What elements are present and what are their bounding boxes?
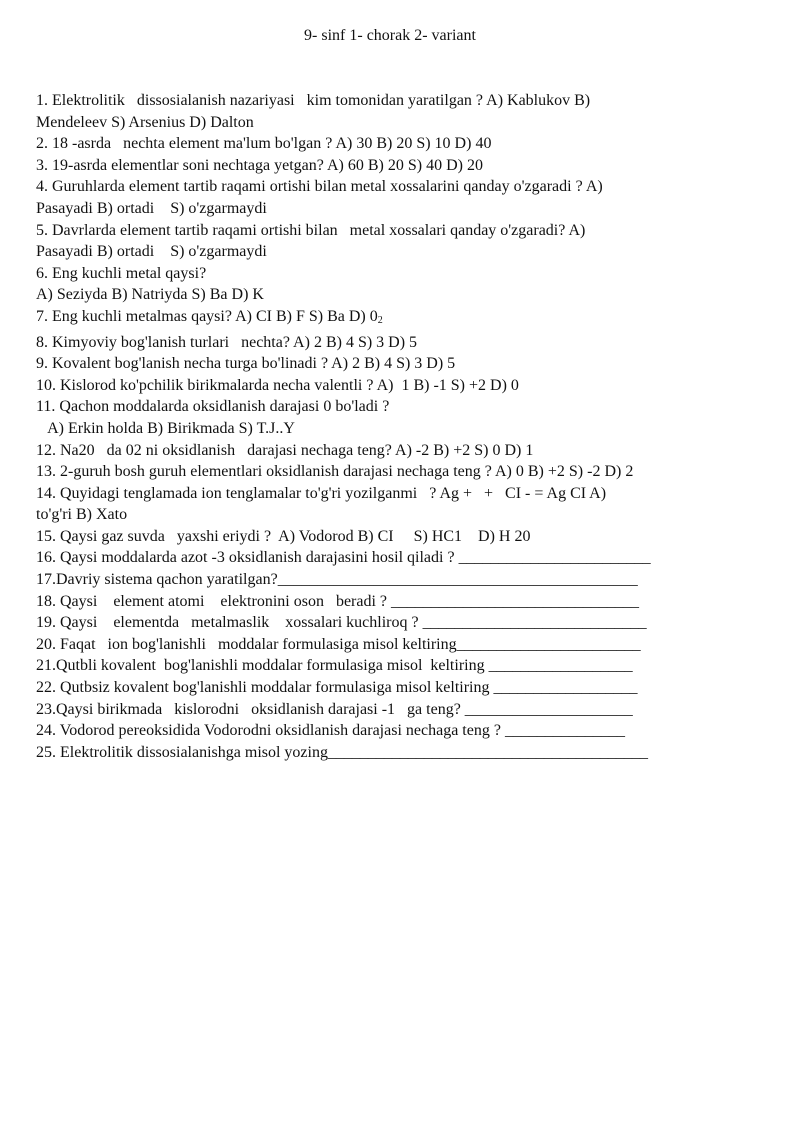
- question-6-line-1: 6. Eng kuchli metal qaysi?: [36, 264, 207, 282]
- question-14-line-1: 14. Quyidagi tenglamada ion tenglamalar to'g'ri yozilganmi ? Ag + + CI - = Ag CI A): [36, 484, 607, 502]
- question-8: 8. Kimyoviy bog'lanish turlari nechta? A) 2 B) 4 S) 3 D) 5: [36, 333, 418, 351]
- question-16: 16. Qaysi moddalarda azot -3 oksidlanish darajasini hosil qiladi ? ________________________: [36, 549, 651, 567]
- question-19: 19. Qaysi elementda metalmaslik xossalari kuchliroq ? ____________________________: [36, 614, 647, 632]
- question-7-text: 7. Eng kuchli metalmas qaysi? A) CI B) F S) Ba D) 0: [36, 307, 378, 325]
- question-5-line-1: 5. Davrlarda element tartib raqami ortishi bilan metal xossalari qanday o'zgaradi? A): [36, 221, 586, 239]
- question-23: 23.Qaysi birikmada kislorodni oksidlanish darajasi -1 ga teng? _____________________: [36, 700, 633, 718]
- question-15: 15. Qaysi gaz suvda yaxshi eriydi ? A) Vodorod B) CI S) HC1 D) H 20: [36, 527, 531, 545]
- question-4-line-1: 4. Guruhlarda element tartib raqami ortishi bilan metal xossalarini qanday o'zgaradi ? A): [36, 178, 603, 196]
- question-3: 3. 19-asrda elementlar soni nechtaga yetgan? A) 60 B) 20 S) 40 D) 20: [36, 156, 483, 174]
- question-9: 9. Kovalent bog'lanish necha turga bo'linadi ? A) 2 B) 4 S) 3 D) 5: [36, 355, 456, 373]
- question-11-line-1: 11. Qachon moddalarda oksidlanish darajasi 0 bo'ladi ?: [36, 398, 390, 416]
- question-1-line-1: 1. Elektrolitik dissosialanish nazariyasi kim tomonidan yaratilgan ? A) Kablukov B): [36, 92, 591, 109]
- page-title: 9- sinf 1- chorak 2- variant: [304, 27, 476, 44]
- question-2: 2. 18 -asrda nechta element ma'lum bo'lgan ? A) 30 B) 20 S) 10 D) 40: [36, 135, 492, 153]
- question-5-line-2: Pasayadi B) ortadi S) o'zgarmaydi: [36, 243, 267, 261]
- question-24: 24. Vodorod pereoksidida Vodorodni oksidlanish darajasi nechaga teng ? _______________: [36, 722, 625, 740]
- question-list: [36, 90, 756, 763]
- question-6-line-2: A) Seziyda B) Natriyda S) Ba D) K: [36, 286, 264, 304]
- question-18: 18. Qaysi element atomi elektronini oson beradi ? _______________________________: [36, 592, 640, 610]
- question-12: 12. Na20 da 02 ni oksidlanish darajasi nechaga teng? A) -2 B) +2 S) 0 D) 1: [36, 441, 534, 459]
- question-22: 22. Qutbsiz kovalent bog'lanishli moddalar formulasiga misol keltiring __________________: [36, 679, 638, 697]
- question-20: 20. Faqat ion bog'lanishli moddalar formulasiga misol keltiring_______________________: [36, 635, 641, 653]
- question-10: 10. Kislorod ko'pchilik birikmalarda necha valentli ? A) 1 B) -1 S) +2 D) 0: [36, 376, 519, 394]
- question-7-subscript: 2: [377, 314, 383, 326]
- question-7: [36, 306, 756, 332]
- question-1-line-2: Mendeleev S) Arsenius D) Dalton: [36, 113, 254, 131]
- question-4-line-2: Pasayadi B) ortadi S) o'zgarmaydi: [36, 199, 267, 217]
- question-25: 25. Elektrolitik dissosialanishga misol yozing________________________________________: [36, 743, 648, 761]
- question-13: 13. 2-guruh bosh guruh elementlari oksidlanish darajasi nechaga teng ? A) 0 B) +2 S) -2 D) 2: [36, 463, 634, 481]
- question-17: 17.Davriy sistema qachon yaratilgan?_____________________________________________: [36, 571, 638, 589]
- question-14-line-2: to'g'ri B) Xato: [36, 506, 128, 524]
- question-21: 21.Qutbli kovalent bog'lanishli moddalar formulasiga misol keltiring __________________: [36, 657, 633, 675]
- question-11-line-2: A) Erkin holda B) Birikmada S) T.J..Y: [36, 419, 295, 437]
